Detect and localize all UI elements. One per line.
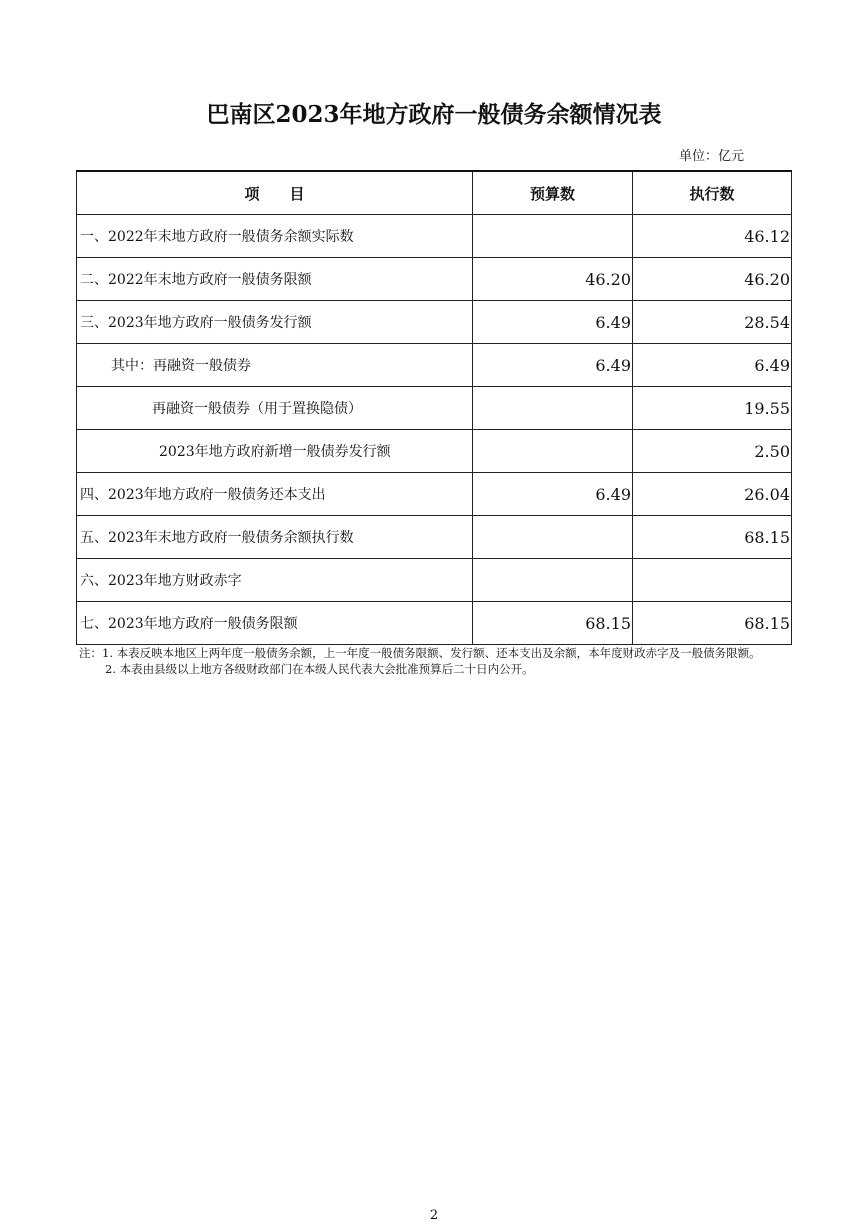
row-item: 再融资一般债券（用于置换隐债） (77, 387, 473, 430)
row-budget: 6.49 (473, 473, 633, 516)
table-row (77, 559, 792, 602)
table-notes (79, 645, 791, 677)
row-item: 2023年地方政府新增一般债券发行额 (77, 430, 473, 473)
row-actual: 28.54 (633, 301, 792, 344)
row-actual: 68.15 (633, 516, 792, 559)
header-budget: 预算数 (473, 171, 633, 215)
row-item: 二、2022年末地方政府一般债务限额 (77, 258, 473, 301)
page-number: 2 (429, 1208, 439, 1223)
row-budget: 6.49 (473, 344, 633, 387)
header-item: 项 目 (77, 171, 473, 215)
row-actual: 6.49 (633, 344, 792, 387)
row-actual (633, 559, 792, 602)
header-actual: 执行数 (633, 171, 792, 215)
table-row (77, 387, 792, 430)
table-row (77, 430, 792, 473)
row-actual: 19.55 (633, 387, 792, 430)
table-row (77, 215, 792, 258)
note-2: 2. 本表由县级以上地方各级财政部门在本级人民代表大会批准预算后二十日内公开。 (105, 662, 534, 676)
row-budget: 68.15 (473, 602, 633, 645)
table-row (77, 344, 792, 387)
row-item: 七、2023年地方政府一般债务限额 (77, 602, 473, 645)
row-item: 五、2023年末地方政府一般债务余额执行数 (77, 516, 473, 559)
debt-table (76, 170, 792, 645)
row-budget (473, 430, 633, 473)
table-row (77, 258, 792, 301)
row-budget: 46.20 (473, 258, 633, 301)
row-budget: 6.49 (473, 301, 633, 344)
row-actual: 26.04 (633, 473, 792, 516)
row-budget (473, 516, 633, 559)
row-item: 三、2023年地方政府一般债务发行额 (77, 301, 473, 344)
row-budget (473, 387, 633, 430)
table-row (77, 516, 792, 559)
row-actual: 2.50 (633, 430, 792, 473)
table-row (77, 602, 792, 645)
row-item: 六、2023年地方财政赤字 (77, 559, 473, 602)
row-item: 其中：再融资一般债券 (77, 344, 473, 387)
row-item: 一、2022年末地方政府一般债务余额实际数 (77, 215, 473, 258)
unit-label: 单位：亿元 (679, 149, 745, 164)
note-1: 注：1. 本表反映本地区上两年度一般债务余额，上一年度一般债务限额、发行额、还本支出及余额，本年度财政赤字及一般债务限额。 (79, 646, 761, 660)
row-budget (473, 559, 633, 602)
table-header-row (77, 171, 792, 215)
table-row (77, 301, 792, 344)
page-title: 巴南区2023年地方政府一般债务余额情况表 (206, 101, 662, 128)
table-row (77, 473, 792, 516)
row-item: 四、2023年地方政府一般债务还本支出 (77, 473, 473, 516)
row-actual: 46.12 (633, 215, 792, 258)
row-actual: 46.20 (633, 258, 792, 301)
row-budget (473, 215, 633, 258)
row-actual: 68.15 (633, 602, 792, 645)
